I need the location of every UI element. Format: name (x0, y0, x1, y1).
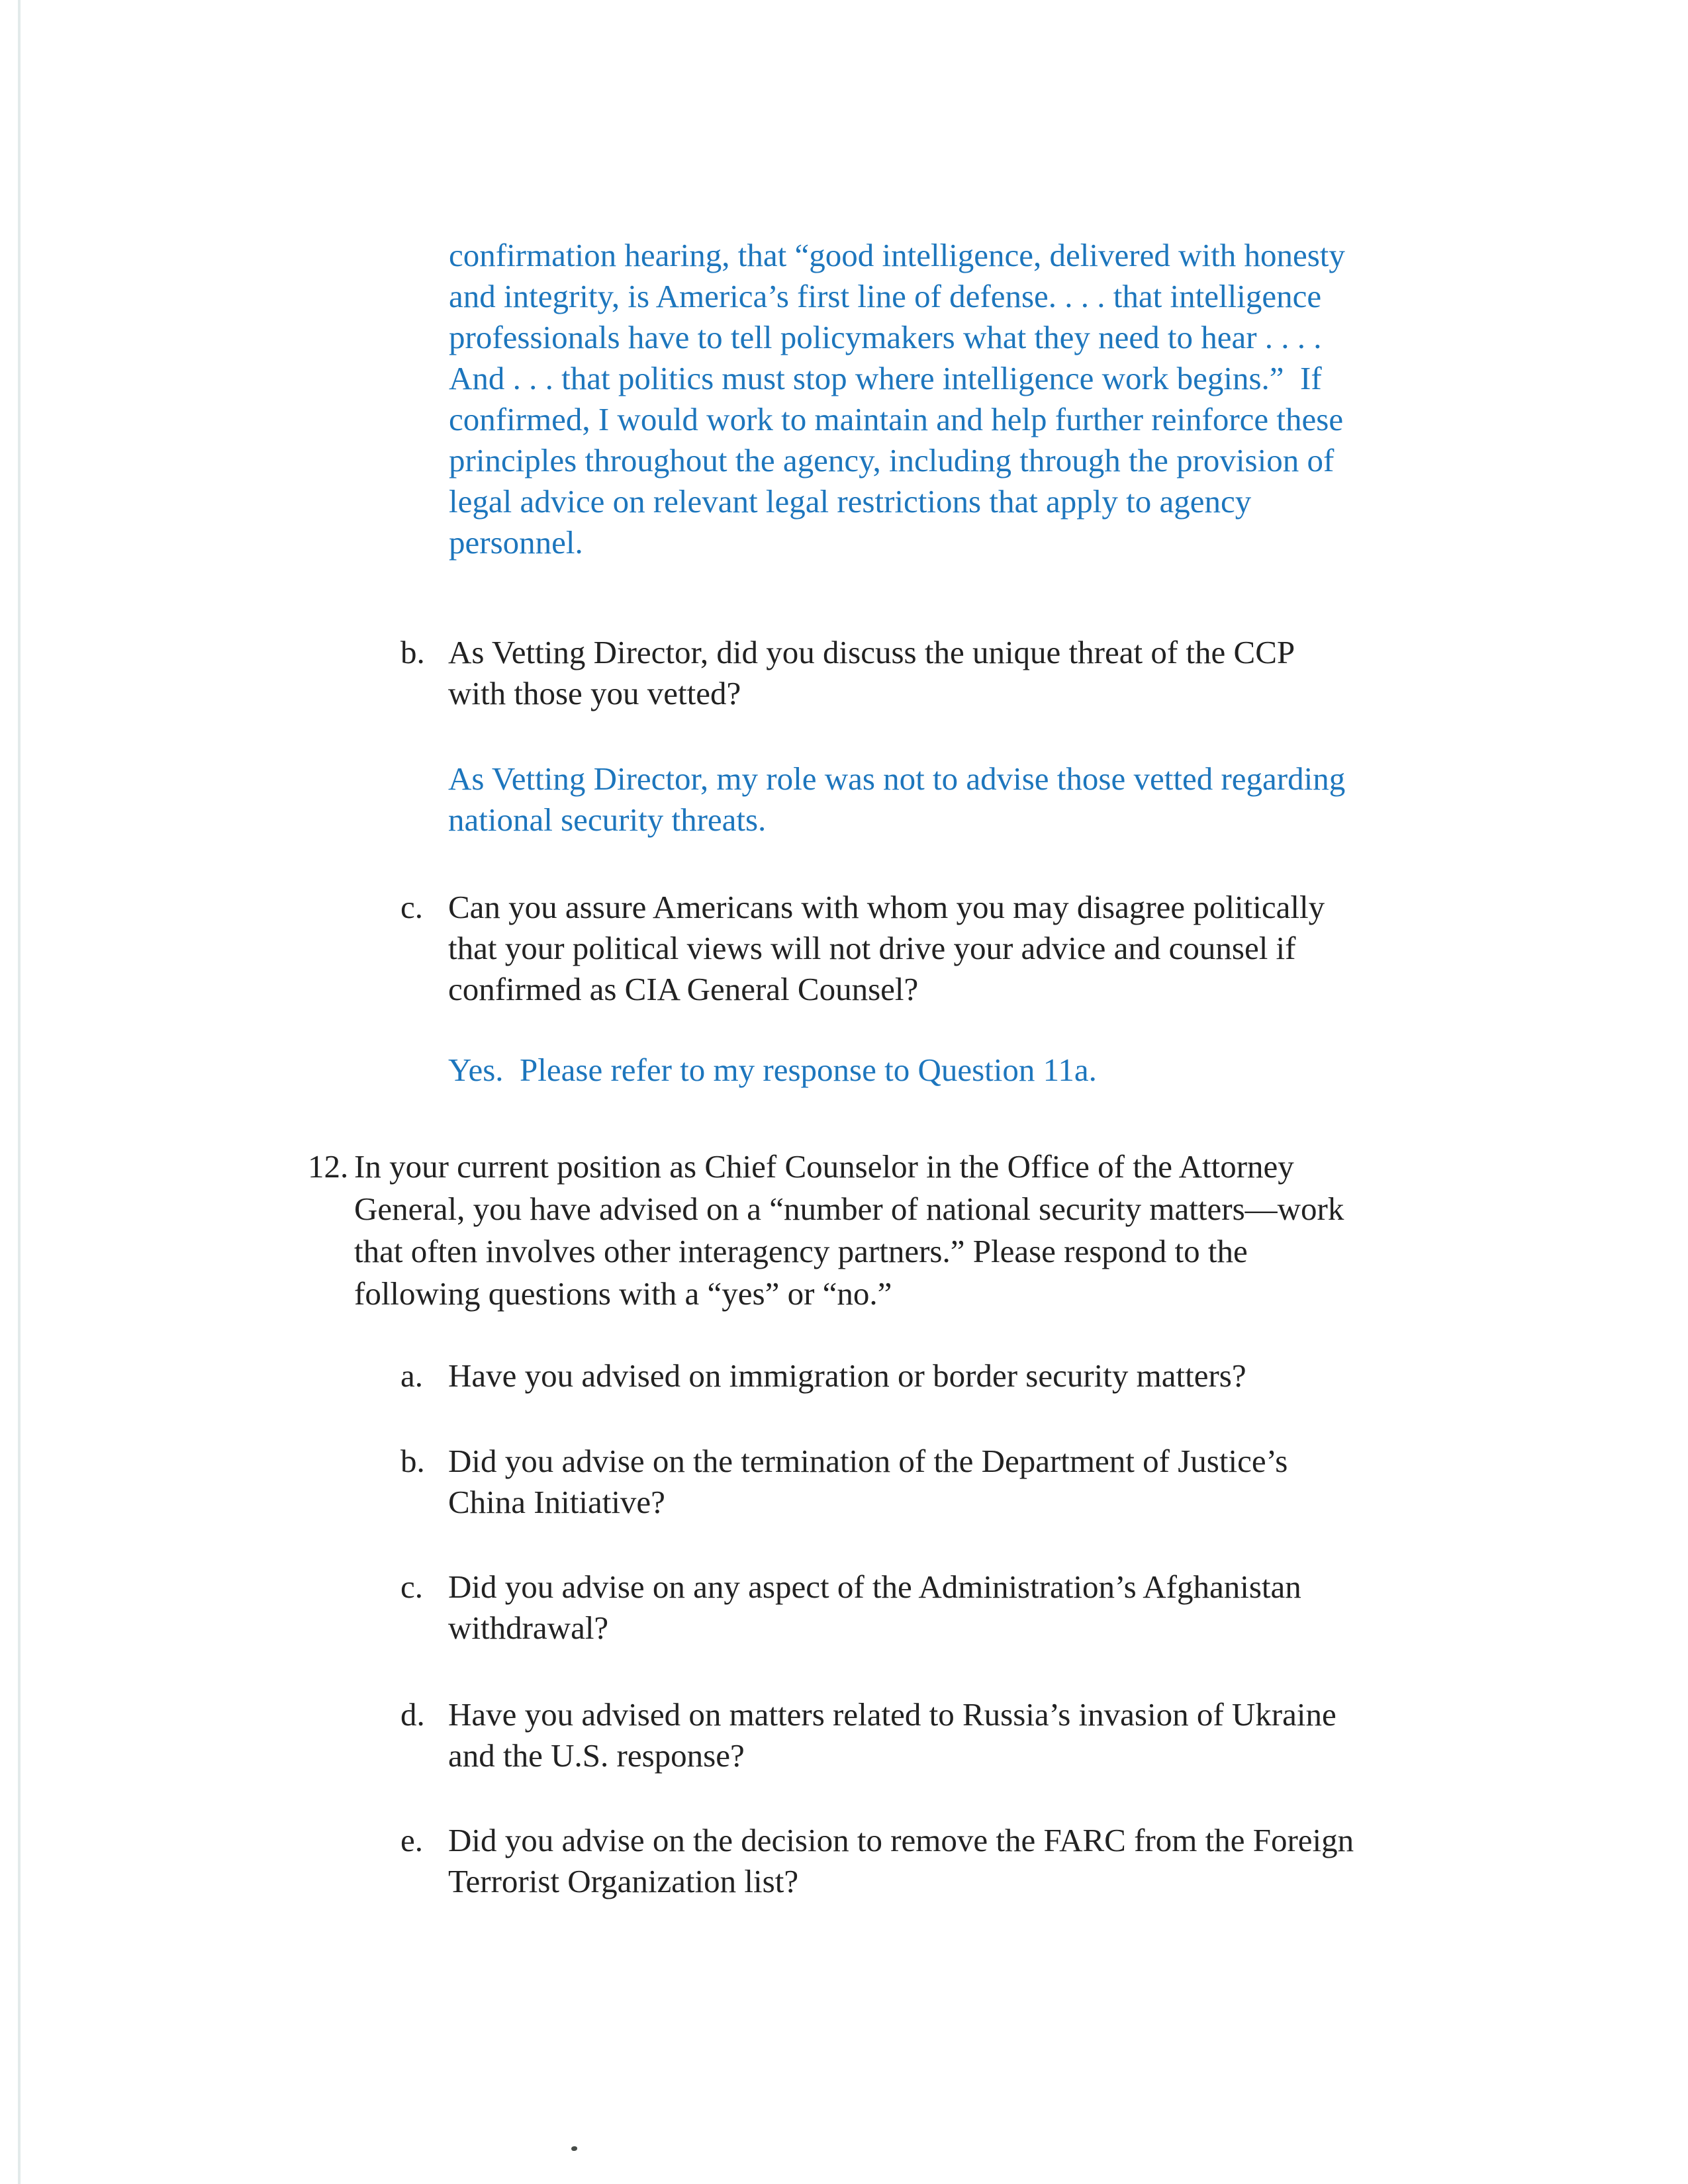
question-line: that your political views will not drive your advice and counsel if (448, 930, 1296, 966)
answer-line: personnel. (449, 524, 583, 561)
question-12d (400, 1694, 1336, 1776)
answer-line: confirmation hearing, that “good intelligence, delivered with honesty (449, 237, 1345, 273)
answer-line: confirmed, I would work to maintain and help further reinforce these (449, 401, 1344, 437)
item-marker: d. (400, 1696, 425, 1733)
item-marker: c. (400, 889, 423, 925)
answer-line: Yes. Please refer to my response to Question 11a. (448, 1052, 1097, 1088)
question-line: Did you advise on the decision to remove the FARC from the Foreign (448, 1822, 1354, 1858)
question-12b (400, 1441, 1288, 1523)
question-line: confirmed as CIA General Counsel? (448, 971, 919, 1007)
question-line: In your current position as Chief Counselor in the Office of the Attorney (354, 1148, 1294, 1185)
question-line: Can you assure Americans with whom you may disagree politically (448, 889, 1325, 925)
question-12c (400, 1567, 1301, 1649)
question-11c (400, 887, 1325, 1010)
question-12e (400, 1820, 1354, 1902)
answer-line: professionals have to tell policymakers what they need to hear . . . . (449, 319, 1322, 355)
answer-line: national security threats. (448, 801, 767, 838)
question-12a (400, 1355, 1246, 1396)
question-line: and the U.S. response? (448, 1737, 745, 1774)
answer-11b (448, 758, 1345, 841)
item-marker: b. (400, 1443, 425, 1479)
answer-line: legal advice on relevant legal restrictions that apply to agency (449, 483, 1252, 520)
answer-line: As Vetting Director, my role was not to advise those vetted regarding (448, 760, 1346, 797)
question-line: As Vetting Director, did you discuss the unique threat of the CCP (448, 634, 1295, 670)
question-line: Have you advised on matters related to Russia’s invasion of Ukraine (448, 1696, 1336, 1733)
question-line: Terrorist Organization list? (448, 1863, 799, 1899)
question-line: that often involves other interagency partners.” Please respond to the (354, 1233, 1248, 1269)
question-line: Did you advise on the termination of the Department of Justice’s (448, 1443, 1288, 1479)
question-12 (308, 1146, 1344, 1315)
question-line: General, you have advised on a “number of national security matters—work (354, 1191, 1344, 1227)
question-11b (400, 632, 1295, 714)
question-line: Did you advise on any aspect of the Administration’s Afghanistan (448, 1569, 1301, 1605)
scan-artifact-dot (571, 2146, 577, 2151)
question-line: Have you advised on immigration or border security matters? (448, 1357, 1246, 1394)
item-marker: a. (400, 1357, 423, 1394)
question-line: withdrawal? (448, 1610, 609, 1646)
scan-artifact-line (18, 0, 21, 2184)
answer-line: and integrity, is America’s first line of defense. . . . that intelligence (449, 278, 1322, 314)
item-marker: e. (400, 1822, 423, 1858)
answer-11a-continuation (449, 235, 1345, 563)
question-line: China Initiative? (448, 1484, 665, 1520)
item-marker: 12. (308, 1148, 349, 1185)
item-marker: c. (400, 1569, 423, 1605)
answer-11c (448, 1050, 1097, 1091)
question-line: following questions with a “yes” or “no.” (354, 1275, 892, 1312)
answer-line: And . . . that politics must stop where intelligence work begins.” If (449, 360, 1322, 396)
item-marker: b. (400, 634, 425, 670)
answer-line: principles throughout the agency, including through the provision of (449, 442, 1335, 478)
question-line: with those you vetted? (448, 675, 741, 711)
